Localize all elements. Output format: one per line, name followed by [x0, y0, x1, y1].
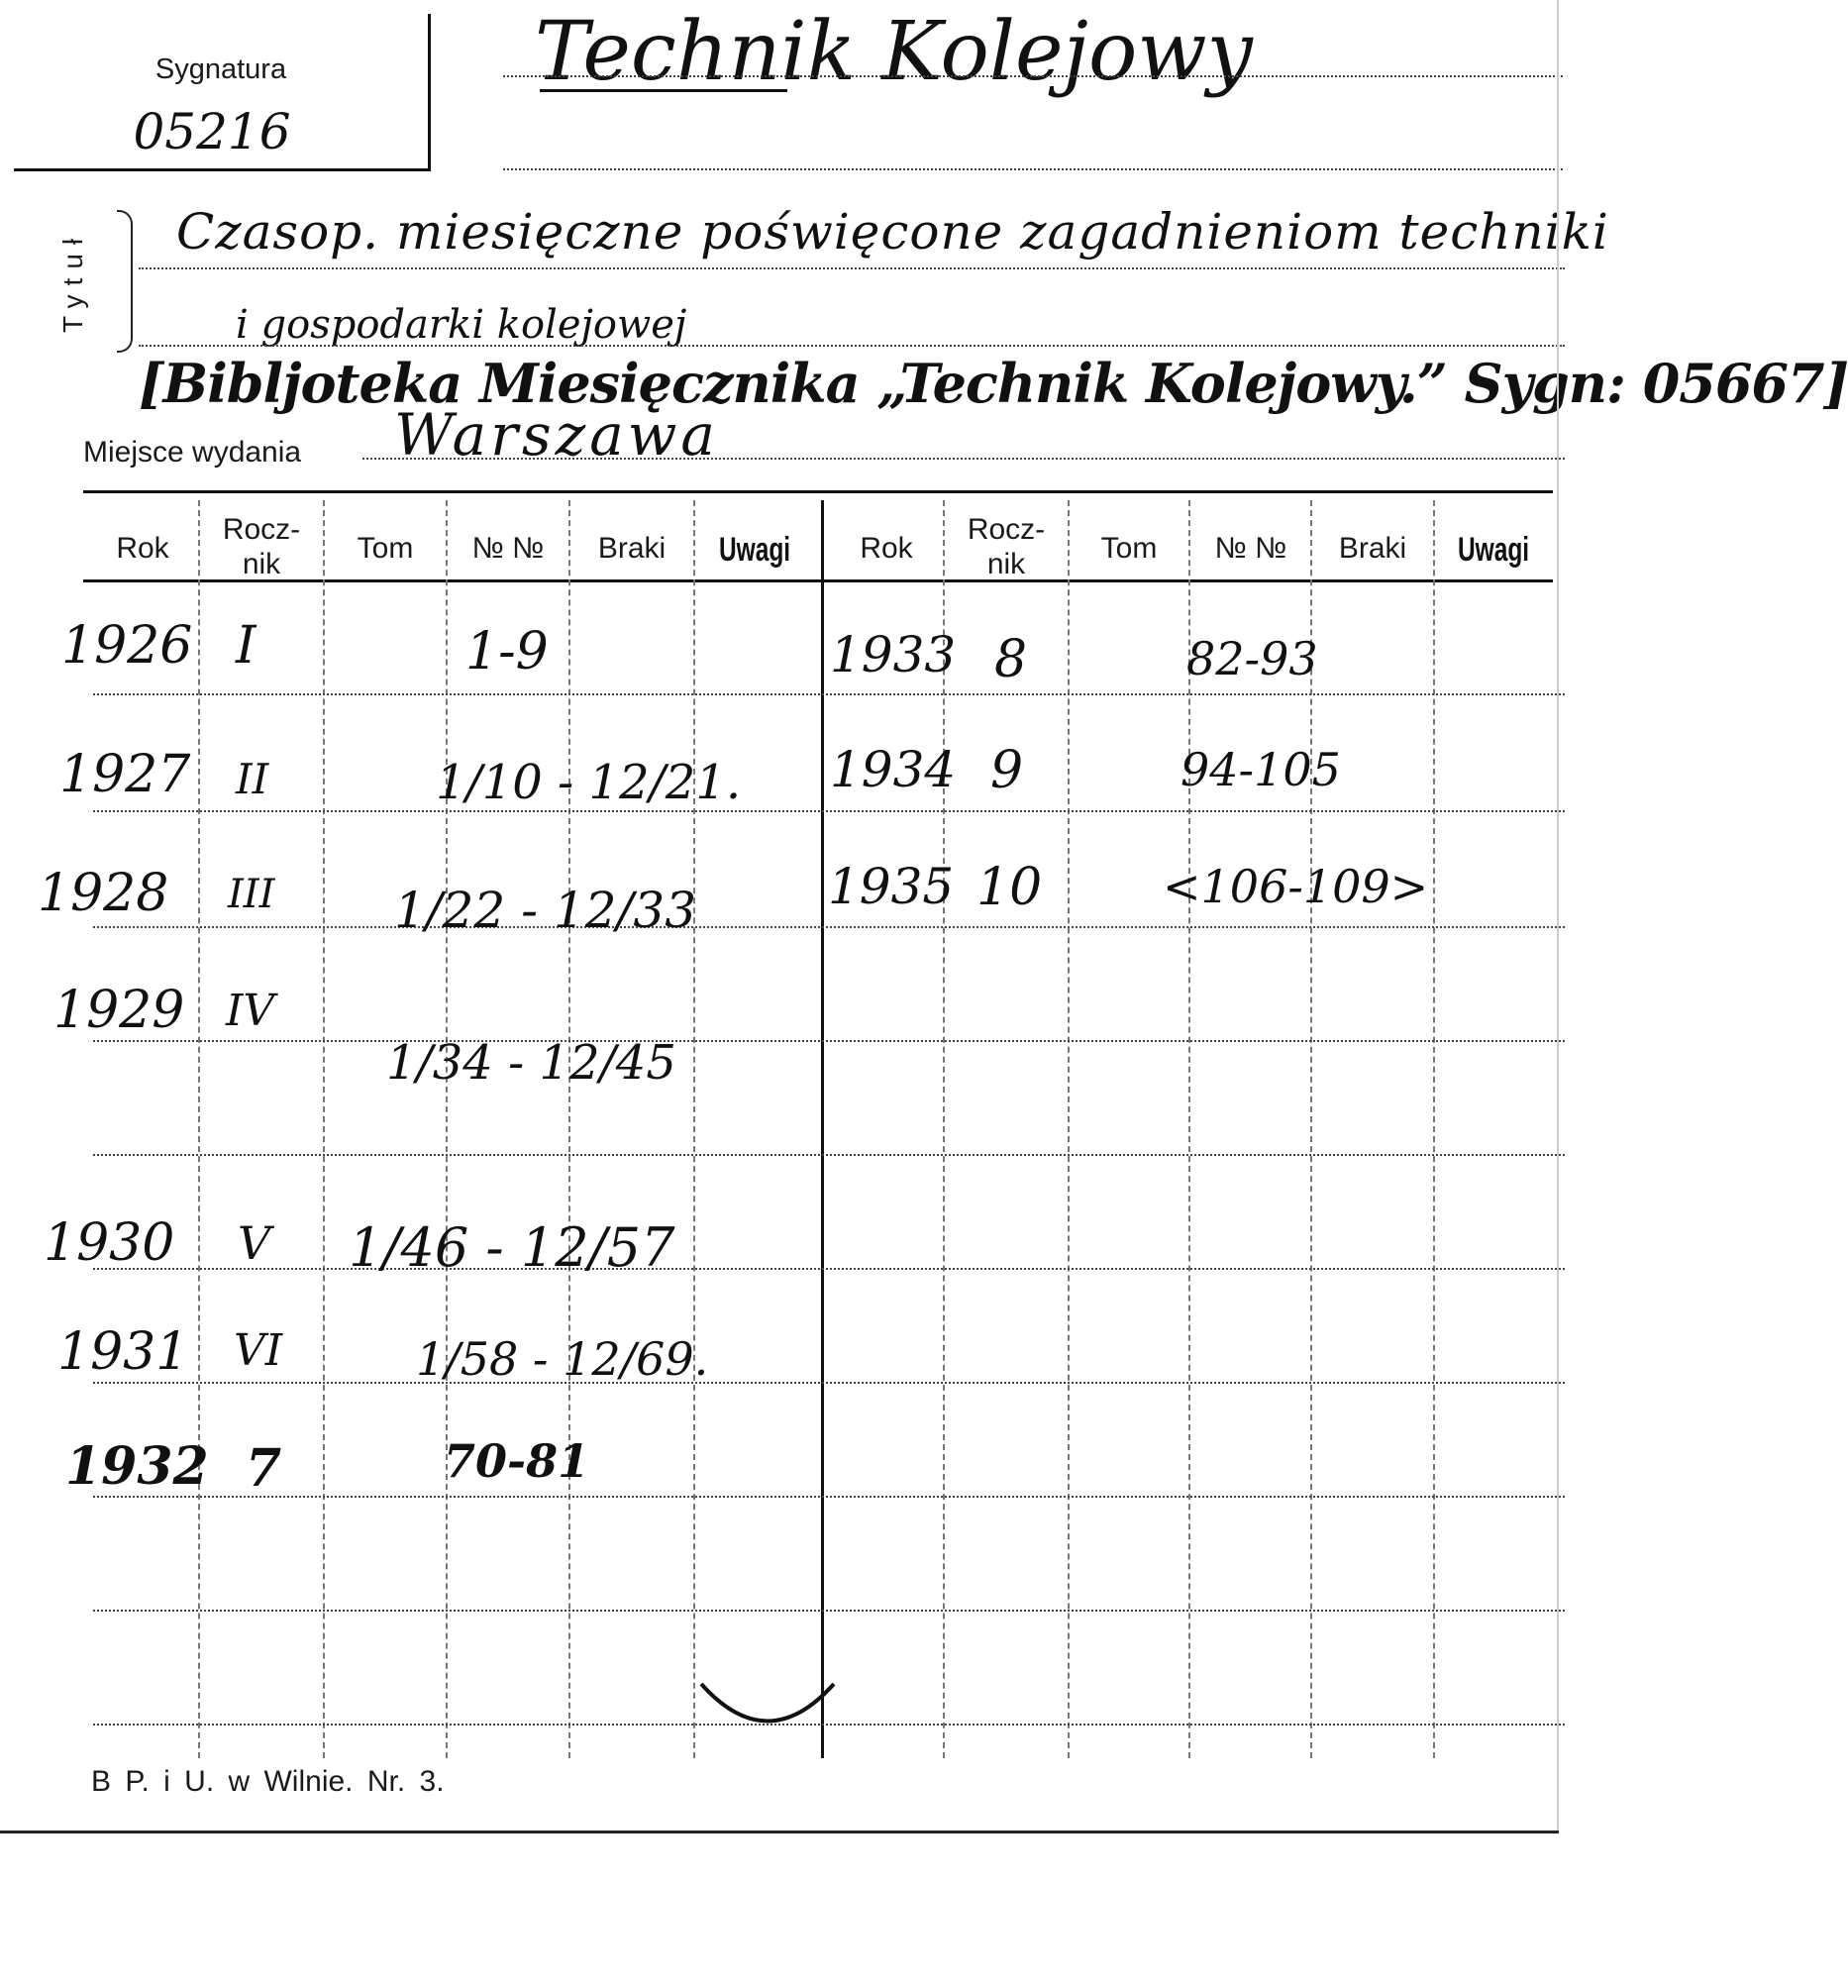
cell-numery: 1/22 - 12/33 [394, 882, 697, 939]
miejsce-value: Warszawa [394, 401, 720, 469]
cell-rocznik: 9 [990, 741, 1024, 800]
cell-rok: 1928 [38, 864, 169, 923]
header-rocznik-1-right: Rocz- [967, 513, 1046, 546]
tytul-label: Tytuł [57, 229, 88, 333]
cell-rok: 1929 [53, 981, 185, 1040]
table-top-line [83, 490, 1553, 493]
column-separator [1433, 500, 1435, 1758]
miejsce-label: Miejsce wydania [83, 436, 302, 469]
row-line [93, 1154, 1565, 1156]
column-separator [1068, 500, 1070, 1758]
row-line [93, 1496, 1565, 1498]
row-line [93, 1268, 1565, 1270]
cell-rocznik: 10 [976, 858, 1043, 917]
column-separator [323, 500, 325, 1758]
header-braki: Braki [597, 532, 667, 565]
column-separator [943, 500, 945, 1758]
journal-title: Technik Kolejowy [535, 5, 1253, 99]
column-separator [198, 500, 200, 1758]
title-dotted-line-2 [503, 168, 1563, 170]
row-line [93, 1610, 1565, 1612]
header-rok-right: Rok [860, 532, 913, 565]
cell-numery: 70-81 [444, 1434, 590, 1488]
cell-rocznik: 7 [246, 1438, 282, 1499]
cell-rok: 1926 [61, 616, 193, 676]
header-uwagi-right: Uwagi [1458, 531, 1530, 569]
header-rocznik-2-right: nik [986, 548, 1026, 580]
cell-rocznik: VI [234, 1325, 283, 1376]
cell-rok: 1934 [830, 741, 957, 798]
cell-rok: 1935 [828, 858, 955, 915]
description-dotted-line-1 [139, 267, 1565, 269]
cell-numery: 1/46 - 12/57 [349, 1216, 675, 1279]
cell-numery: 94-105 [1181, 743, 1341, 796]
column-separator [446, 500, 448, 1758]
header-uwagi: Uwagi [719, 531, 791, 569]
row-line [93, 1040, 1565, 1042]
cell-rok: 1932 [65, 1436, 209, 1497]
description-line-2: i gospodarki kolejowej [236, 302, 687, 348]
row-line [93, 1382, 1565, 1384]
header-braki-right: Braki [1338, 532, 1407, 565]
miejsce-dotted-line [362, 458, 1565, 460]
description-line-1: Czasop. miesięczne poświęcone zagadnieniom techniki [176, 203, 1609, 261]
column-separator [1310, 500, 1312, 1758]
description-dotted-line-2 [139, 345, 1565, 347]
tytul-brace [117, 210, 133, 353]
header-numery-right: № № [1214, 532, 1287, 565]
column-separator [568, 500, 570, 1758]
column-separator [693, 500, 695, 1758]
card-bottom-edge [0, 1831, 1559, 1833]
header-tom: Tom [357, 532, 414, 565]
cell-rocznik: 8 [994, 630, 1028, 689]
row-line [93, 693, 1565, 695]
cell-rocznik: II [236, 755, 269, 803]
row-line [93, 926, 1565, 928]
header-tom-right: Tom [1100, 532, 1158, 565]
cell-rok: 1933 [830, 626, 957, 683]
cell-numery: 1-9 [465, 622, 549, 681]
cell-numery: <106-109> [1163, 860, 1429, 913]
header-numery: № № [471, 532, 545, 565]
punch-hole-arc [693, 1664, 842, 1743]
cell-rok: 1930 [44, 1213, 175, 1273]
header-rok: Rok [116, 532, 169, 565]
cell-rocznik: III [228, 872, 275, 917]
sygnatura-label: Sygnatura [154, 53, 287, 85]
cell-numery: 1/34 - 12/45 [386, 1035, 676, 1091]
cell-rocznik: V [238, 1216, 271, 1270]
cell-rocznik: I [236, 616, 257, 676]
header-rocznik-2: nik [242, 548, 281, 580]
cell-numery: 1/58 - 12/69. [416, 1332, 709, 1386]
column-separator [1188, 500, 1190, 1758]
row-line [93, 810, 1565, 812]
card-right-edge [1557, 0, 1559, 1832]
sygnatura-value: 05216 [133, 103, 291, 160]
table-center-divider [821, 500, 824, 1758]
sygnatura-box [14, 14, 431, 171]
cell-rok: 1927 [59, 745, 191, 804]
cell-numery: 82-93 [1186, 632, 1318, 685]
header-rocznik-1: Rocz- [222, 513, 301, 546]
footer-imprint: B P. i U. w Wilnie. Nr. 3. [91, 1765, 445, 1798]
series-note: [Bibljoteka Miesięcznika „Technik Kolejowy.” Sygn: 05667] [139, 352, 1848, 415]
cell-numery: 1/10 - 12/21. [436, 755, 742, 810]
title-underline [540, 89, 787, 92]
cell-rocznik: IV [226, 986, 275, 1036]
title-dotted-line [503, 75, 1563, 77]
cell-rok: 1931 [57, 1322, 189, 1382]
